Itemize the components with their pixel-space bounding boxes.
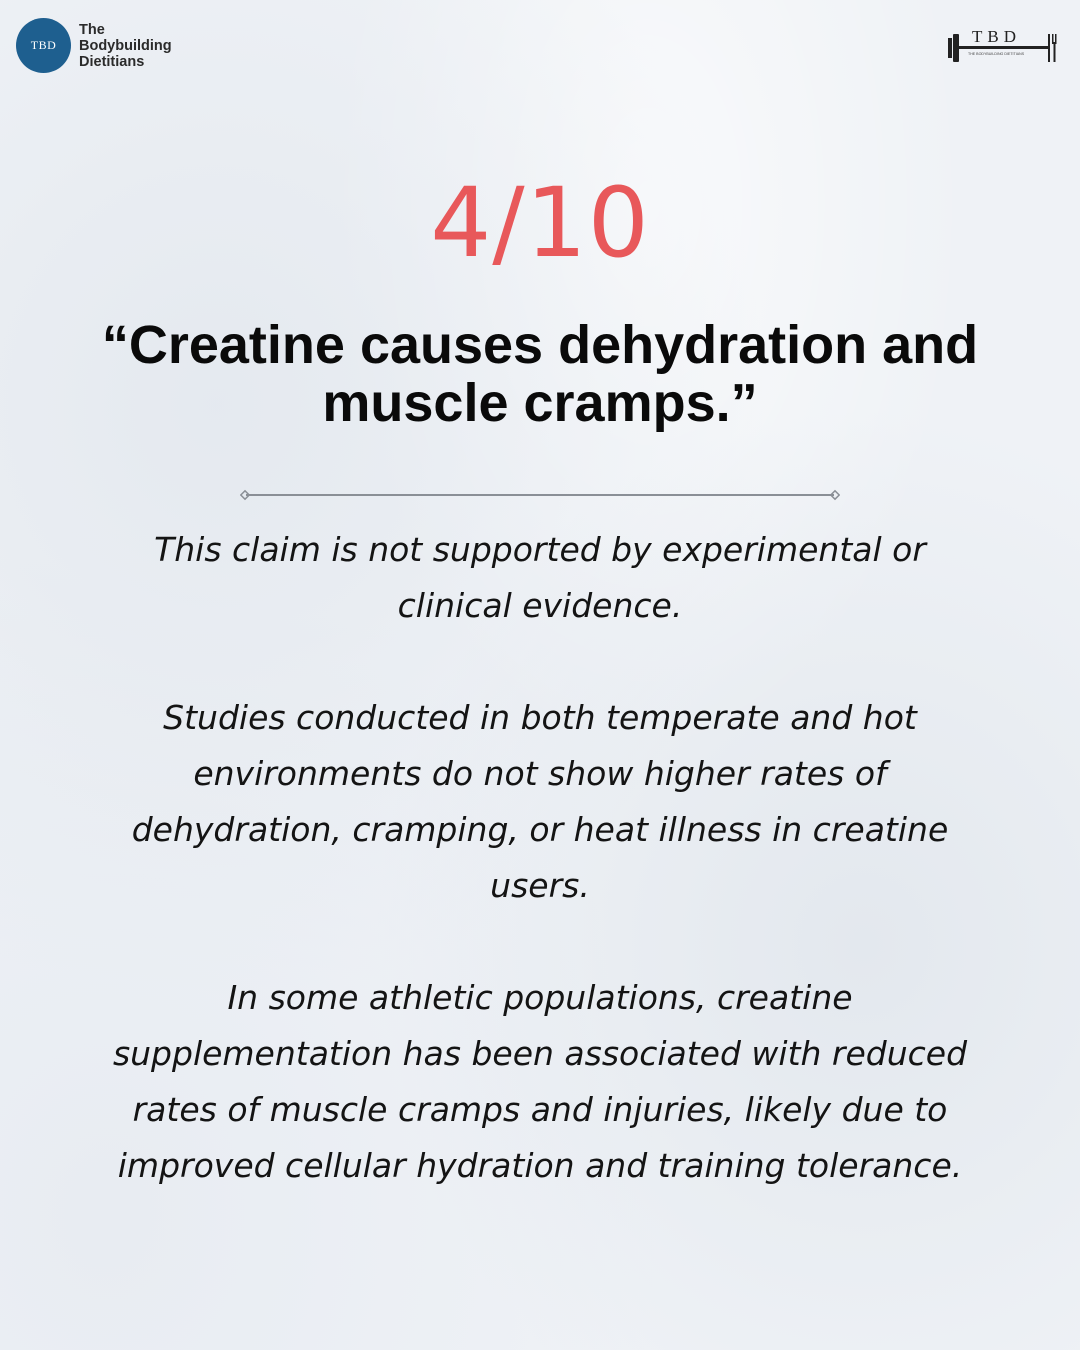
brand-name [79, 22, 172, 70]
brand-name-line2: Bodybuilding [79, 37, 172, 54]
corner-logo-text: TBD [972, 27, 1021, 46]
brand-name-line1: The [79, 21, 105, 38]
paragraph-1: This claim is not supported by experimental or clinical evidence. [154, 530, 926, 625]
brand-logo-text: TBD [30, 38, 57, 52]
slide-counter: 4/10 [430, 167, 650, 279]
barbell-logo-icon [948, 26, 1060, 64]
brand-header [16, 18, 172, 73]
paragraph-2: Studies conducted in both temperate and hot environments do not show higher rates of dehydration, cramping, or heat illness in creatine users. [131, 698, 949, 905]
paragraph-3: In some athletic populations, creatine supplementation has been associated with reduced rates of muscle cramps and injuries, likely due to improved cellular hydration and training tolerance. [112, 978, 968, 1185]
divider-line [240, 489, 840, 501]
brand-logo [16, 18, 71, 73]
corner-logo-tagline: THE BODYBUILDING DIETITIANS [968, 52, 1025, 56]
claim-headline: “Creatine causes dehydration and muscle cramps.” [101, 315, 979, 433]
explanation-text [100, 522, 980, 1194]
brand-name-line3: Dietitians [79, 53, 145, 70]
